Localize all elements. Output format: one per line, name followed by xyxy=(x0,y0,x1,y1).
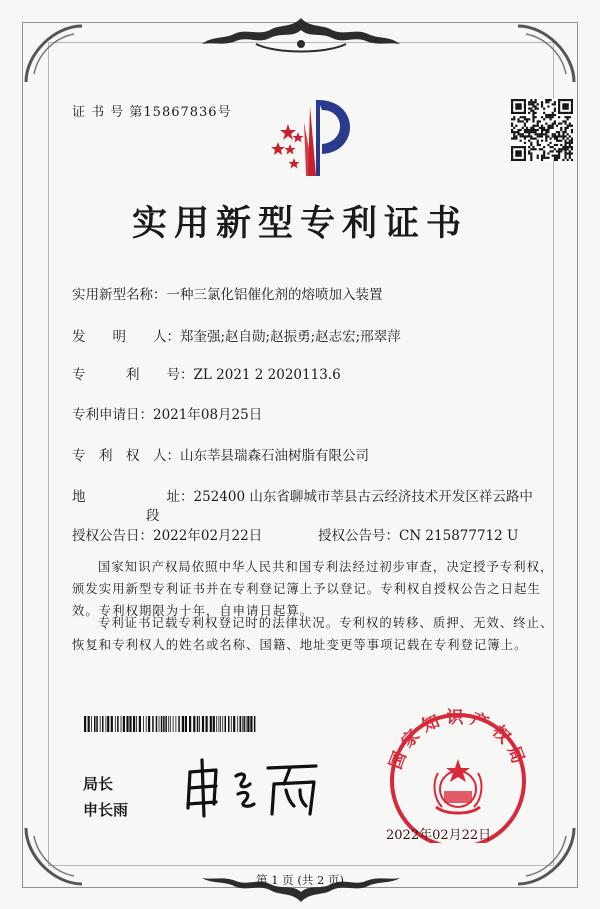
address-continuation xyxy=(146,504,160,524)
patent-number-value: ZL 2021 2 2020113.6 xyxy=(193,367,341,383)
patent-number-label: 专 利 号： xyxy=(72,367,194,383)
address-value-line2: 段 xyxy=(146,508,160,524)
legal-status-paragraph: 专利证书记载专利权登记时的法律状况。专利权的转移、质押、无效、终止、恢复和专利权人的姓名或名称、国籍、地址变更等事项记载在专利登记簿上。 xyxy=(72,616,554,652)
director-name: 申长雨 xyxy=(83,801,129,819)
director-title: 局长 xyxy=(83,775,114,793)
qr-code-icon xyxy=(511,99,573,161)
filing-date-label: 专利申请日： xyxy=(72,407,153,423)
top-ornament-icon xyxy=(196,14,406,56)
signature-icon xyxy=(176,758,326,818)
seal-date: 2022年02月22日 xyxy=(386,828,492,843)
utility-model-name-row xyxy=(72,283,383,303)
inventor-label: 发 明 人： xyxy=(72,329,180,345)
grant-number-row xyxy=(318,524,518,544)
grant-number-label: 授权公告号： xyxy=(318,528,399,544)
barcode-icon xyxy=(84,716,256,732)
corner-ornament-icon xyxy=(516,24,576,84)
certificate-statement-paragraph: 国家知识产权局依照中华人民共和国专利法经过初步审查，决定授予专利权，颁发实用新型专利证书并在专利登记簿上予以登记。专利权自授权公告之日起生效。专利权期限为十年，自申请日起算。 xyxy=(72,560,554,618)
patentee-value: 山东莘县瑞森石油树脂有限公司 xyxy=(180,448,369,464)
corner-ornament-icon xyxy=(24,24,84,84)
grant-date-row xyxy=(72,524,262,544)
page-number: 第 1 页 (共 2 页) xyxy=(256,873,344,887)
address-value-line1: 252400 山东省聊城市莘县古云经济技术开发区祥云路中 xyxy=(193,489,533,505)
grant-date-label: 授权公告日： xyxy=(72,528,153,544)
inventor-row xyxy=(72,325,401,345)
certificate-title: 实用新型专利证书 xyxy=(131,203,468,244)
grant-number-value: CN 215877712 U xyxy=(399,528,519,544)
cnipa-logo-icon xyxy=(264,92,360,178)
address-row xyxy=(72,485,533,505)
official-seal-icon xyxy=(380,703,536,843)
utility-model-name-value: 一种三氯化铝催化剂的熔喷加入装置 xyxy=(166,287,383,303)
patentee-label: 专 利 权 人： xyxy=(72,448,180,464)
patent-number-row xyxy=(72,363,341,383)
filing-date-row xyxy=(72,403,262,423)
patentee-row xyxy=(72,444,369,464)
seal-text: 国家知识产权局 xyxy=(385,708,531,773)
inventor-value: 郑奎强;赵自勋;赵振勇;赵志宏;邢翠萍 xyxy=(180,329,401,345)
address-label: 地 址： xyxy=(72,489,194,505)
certificate-number: 证 书 号 第15867836号 xyxy=(72,105,232,120)
grant-date-value: 2022年02月22日 xyxy=(153,528,263,544)
utility-model-name-label: 实用新型名称： xyxy=(72,287,167,303)
filing-date-value: 2021年08月25日 xyxy=(153,407,263,423)
